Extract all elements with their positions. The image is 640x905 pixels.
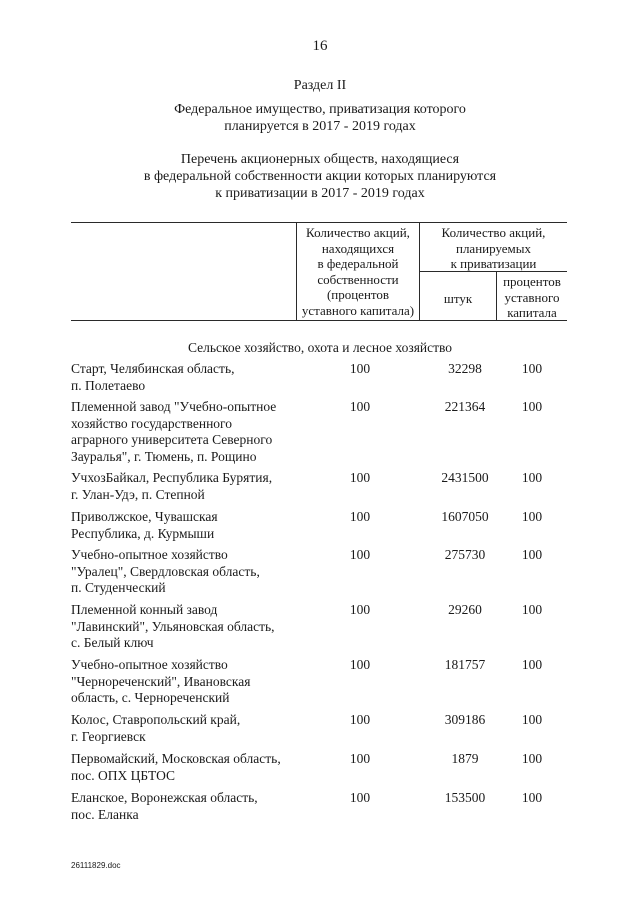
document-id-footer: 26111829.doc	[71, 861, 121, 870]
column-header-pieces: штук	[443, 291, 473, 306]
shares-count: 275730	[444, 547, 486, 562]
percent-federal: 100	[349, 470, 371, 485]
percent-federal: 100	[349, 712, 371, 727]
shares-count: 2431500	[441, 470, 489, 485]
heading-line: Перечень акционерных обществ, находящиеся	[180, 152, 460, 167]
percent-federal: 100	[349, 399, 371, 414]
company-name: Племенной завод "Учебно-опытное хозяйство государственного аграрного университета Северного Зауралья", г. Тюмень, п. Рощино	[71, 399, 277, 464]
table-top-border	[71, 222, 567, 223]
percent-capital: 100	[521, 470, 543, 485]
shares-count: 309186	[444, 712, 486, 727]
column-header-planned-shares: Количество акций, планируемых к приватизации	[441, 225, 546, 271]
percent-capital: 100	[521, 712, 543, 727]
percent-capital: 100	[521, 657, 543, 672]
company-name: Приволжское, Чувашская Республика, д. Курмыши	[71, 509, 218, 541]
percent-capital: 100	[521, 751, 543, 766]
column-header-federal-shares: Количество акций, находящихся в федеральной собственности (процентов уставного капитала)	[301, 225, 415, 318]
heading-federal-property	[0, 101, 640, 135]
shares-count: 181757	[444, 657, 486, 672]
percent-capital: 100	[521, 509, 543, 524]
shares-count: 221364	[444, 399, 486, 414]
page-number: 16	[312, 38, 328, 54]
table-header-bottom-border	[71, 320, 567, 321]
category-title: Сельское хозяйство, охота и лесное хозяйство	[187, 340, 453, 355]
shares-count: 153500	[444, 790, 486, 805]
percent-federal: 100	[349, 602, 371, 617]
heading-line: в федеральной собственности акции которых планируются	[143, 169, 497, 184]
percent-federal: 100	[349, 547, 371, 562]
company-name: Племенной конный завод "Лавинский", Ульяновская область, с. Белый ключ	[71, 602, 275, 650]
company-name: Учебно-опытное хозяйство "Чернореченский", Ивановская область, с. Чернореченский	[71, 657, 251, 705]
shares-count: 32298	[448, 361, 482, 376]
percent-federal: 100	[349, 361, 371, 376]
company-name: Первомайский, Московская область, пос. ОПХ ЦБТОС	[71, 751, 281, 783]
company-name: Колос, Ставропольский край, г. Георгиевск	[71, 712, 241, 744]
company-name: УчхозБайкал, Республика Бурятия, г. Улан-Удэ, п. Степной	[71, 470, 273, 502]
percent-capital: 100	[521, 399, 543, 414]
shares-count: 1607050	[441, 509, 489, 524]
percent-federal: 100	[349, 790, 371, 805]
heading-company-list	[0, 151, 640, 202]
percent-capital: 100	[521, 547, 543, 562]
company-name: Старт, Челябинская область, п. Полетаево	[71, 361, 235, 393]
heading-line: к приватизации в 2017 - 2019 годах	[215, 186, 425, 201]
shares-count: 1879	[451, 751, 479, 766]
percent-capital: 100	[521, 602, 543, 617]
heading-line: планируется в 2017 - 2019 годах	[224, 119, 416, 134]
company-name: Учебно-опытное хозяйство "Уралец", Свердловская область, п. Студенческий	[71, 547, 260, 595]
shares-count: 29260	[448, 602, 482, 617]
section-title: Раздел II	[293, 78, 347, 93]
percent-federal: 100	[349, 657, 371, 672]
column-header-percent-capital: процентов уставного капитала	[503, 274, 561, 320]
percent-federal: 100	[349, 751, 371, 766]
percent-capital: 100	[521, 361, 543, 376]
percent-federal: 100	[349, 509, 371, 524]
company-name: Еланское, Воронежская область, пос. Еланка	[71, 790, 258, 822]
heading-line: Федеральное имущество, приватизация которого	[174, 102, 466, 117]
percent-capital: 100	[521, 790, 543, 805]
